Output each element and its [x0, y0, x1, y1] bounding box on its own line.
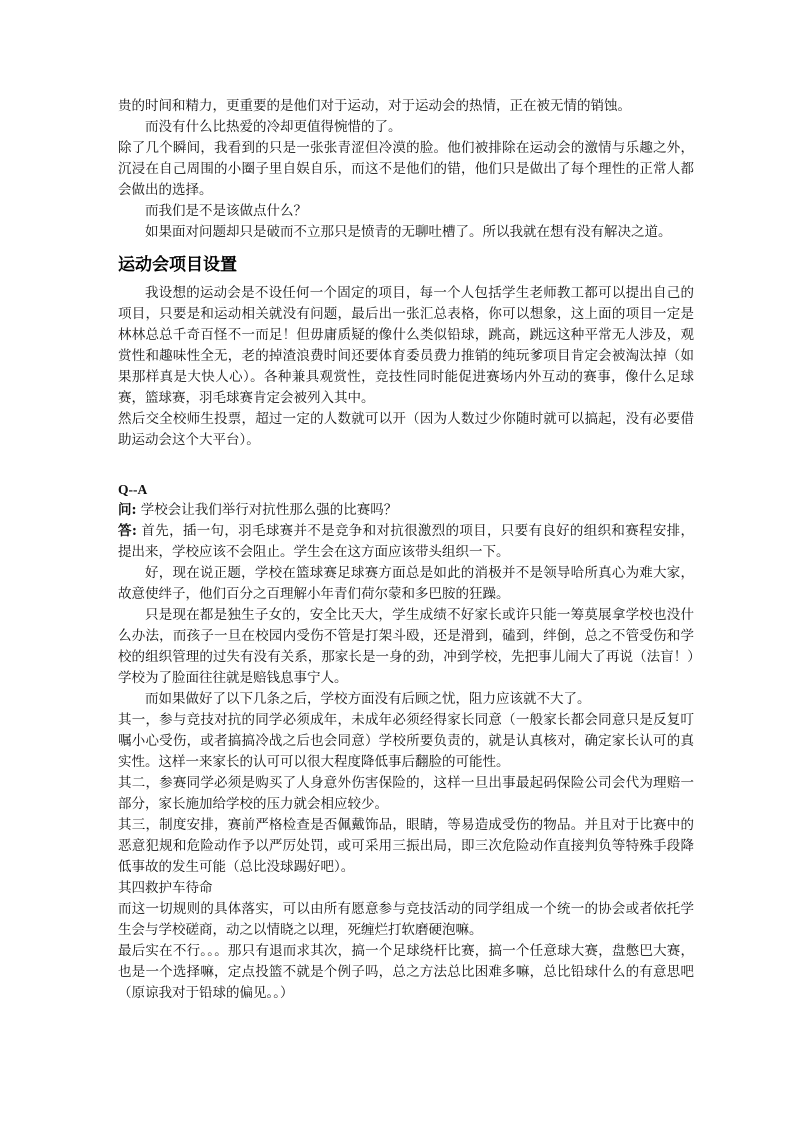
document-body [118, 96, 694, 1004]
rule-paragraph-6: 最后实在不行。。。那只有退而求其次，搞一个足球绕杆比赛，搞一个任意球大赛，盘憋巴大赛，也是一个选择嘛，定点投篮不就是个例子吗，总之方法总比困难多嘛，总比铅球什么的有意思吧（原谅我对于铅球的偏见。。） [118, 943, 694, 1001]
rule-paragraph-4: 其四救护车待命 [118, 880, 213, 896]
answer-paragraph-2: 好，现在说正题，学校在篮球赛足球赛方面总是如此的消极并不是领导哈所真心为难大家，故意使绊子，他们百分之百理解小年青们荷尔蒙和多巴胺的狂躁。 [118, 565, 694, 602]
answer-label: 答: [118, 523, 137, 539]
rule-paragraph-1: 其一，参与竞技对抗的同学必须成年，未成年必须经得家长同意（一般家长都会同意只是反复叮嘱小心受伤，或者搞搞冷战之后也会同意）学校所要负责的，就是认真核对，确定家长认可的真实性。这样一来家长的认可可以很大程度降低事后翻脸的可能性。 [118, 712, 694, 770]
question-text: 学校会让我们举行对抗性那么强的比赛吗？ [136, 502, 398, 518]
question-paragraph [118, 500, 694, 521]
intro-paragraph-5: 如果面对问题却只是破而不立那只是愤青的无聊吐槽了。所以我就在想有没有解决之道。 [145, 224, 672, 240]
rule-paragraph-5: 而这一切规则的具体落实，可以由所有愿意参与竞技活动的同学组成一个统一的协会或者依托学生会与学校磋商，动之以情晓之以理，死缠烂打软磨硬泡嘛。 [118, 901, 694, 938]
spacer [118, 451, 694, 479]
section-paragraph-2: 然后交全校师生投票，超过一定的人数就可以开（因为人数过少你随时就可以搞起，没有必要借助运动会这个大平台）。 [118, 411, 694, 448]
question-label: 问: [118, 502, 137, 518]
answer-paragraph [118, 521, 694, 563]
intro-paragraph-1: 贵的时间和精力，更重要的是他们对于运动，对于运动会的热情，正在被无情的销蚀。 [118, 98, 631, 114]
section-paragraph-1: 我设想的运动会是不设任何一个固定的项目，每一个人包括学生老师教工都可以提出自己的项目，只要是和运动相关就没有问题，最后出一张汇总表格，你可以想象，这上面的项目一定是林林总总千奇百怪不一而足！但毋庸质疑的像什么类似铅球，跳高，跳远这种平常无人涉及，观赏性和趣味性全无，老的掉渣浪费时间还要体育委员费力推销的纯玩爹项目肯定会被淘汰掉（如果那样真是大快人心）。各种兼具观赏性，竞技性同时能促进赛场内外互动的赛事，像什么足球赛，篮球赛，羽毛球赛肯定会被列入其中。 [118, 285, 694, 406]
intro-paragraph-4: 而我们是不是该做点什么？ [145, 203, 307, 219]
intro-paragraph-3: 除了几个瞬间，我看到的只是一张张青涩但冷漠的脸。他们被排除在运动会的激情与乐趣之外，沉浸在自己周围的小圈子里自娱自乐，而这不是他们的错，他们只是做出了每个理性的正常人都会做出的选择。 [118, 140, 694, 198]
answer-text: 首先，插一句，羽毛球赛并不是竞争和对抗很激烈的项目，只要有良好的组织和赛程安排，提出来，学校应该不会阻止。学生会在这方面应该带头组织一下。 [118, 523, 694, 560]
section-heading: 运动会项目设置 [118, 255, 237, 275]
rule-paragraph-3: 其三，制度安排，赛前严格检查是否佩戴饰品，眼睛，等易造成受伤的物品。并且对于比赛中的恶意犯规和危险动作予以严厉处罚，或可采用三振出局，即三次危险动作直接判负等特殊手段降低事故的发生可能（总比没球踢好吧）。 [118, 817, 694, 875]
rule-paragraph-2: 其二，参赛同学必须是购买了人身意外伤害保险的，这样一旦出事最起码保险公司会代为理赔一部分，家长施加给学校的压力就会相应较少。 [118, 775, 694, 812]
answer-paragraph-4: 而如果做好了以下几条之后，学校方面没有后顾之忧，阻力应该就不大了。 [145, 691, 591, 707]
qa-heading: Q--A [118, 482, 148, 497]
intro-paragraph-2: 而没有什么比热爱的冷却更值得惋惜的了。 [145, 119, 402, 135]
answer-paragraph-3: 只是现在都是独生子女的，安全比天大，学生成绩不好家长或许只能一筹莫展拿学校也没什么办法，而孩子一旦在校园内受伤不管是打架斗殴，还是滑到，磕到，绊倒，总之不管受伤和学校的组织管理的过失有没有关系，那家长是一身的劲，冲到学校，先把事儿闹大了再说（法盲！）学校为了脸面往往就是赔钱息事宁人。 [118, 607, 694, 686]
